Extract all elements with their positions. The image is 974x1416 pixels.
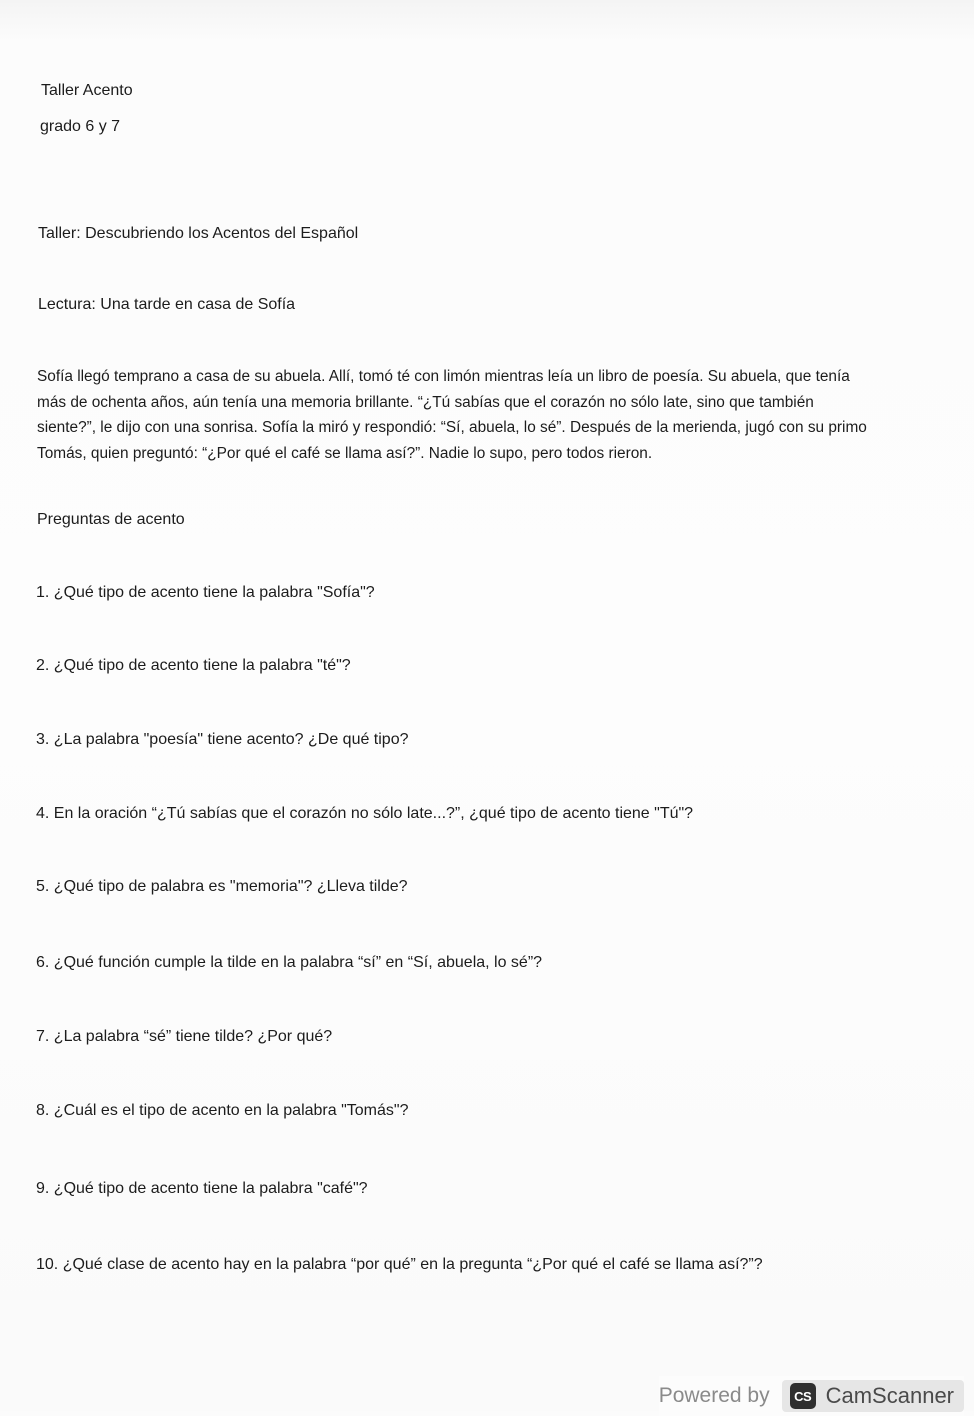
camscanner-brand: CamScanner bbox=[825, 1383, 954, 1408]
document-title: Taller Acento bbox=[41, 82, 133, 99]
question-item: 8. ¿Cuál es el tipo de acento en la palabra "Tomás"? bbox=[36, 1102, 409, 1119]
question-item: 3. ¿La palabra "poesía" tiene acento? ¿De qué tipo? bbox=[36, 731, 409, 748]
question-item: 5. ¿Qué tipo de palabra es "memoria"? ¿Lleva tilde? bbox=[36, 878, 408, 895]
question-item: 2. ¿Qué tipo de acento tiene la palabra "té"? bbox=[36, 657, 351, 674]
reading-title: Lectura: Una tarde en casa de Sofía bbox=[38, 296, 296, 313]
question-item: 9. ¿Qué tipo de acento tiene la palabra "café"? bbox=[36, 1180, 368, 1197]
grade-label: grado 6 y 7 bbox=[40, 118, 121, 135]
powered-by-label: Powered by bbox=[658, 1384, 770, 1407]
question-item: 6. ¿Qué función cumple la tilde en la palabra “sí” en “Sí, abuela, lo sé”? bbox=[36, 954, 543, 971]
question-item: 10. ¿Qué clase de acento hay en la palabra “por qué” en la pregunta “¿Por qué el café se llama así?”? bbox=[36, 1256, 763, 1273]
camscanner-logo-icon: CS bbox=[790, 1383, 816, 1409]
question-item: 7. ¿La palabra “sé” tiene tilde? ¿Por qué? bbox=[36, 1028, 333, 1045]
question-item: 4. En la oración “¿Tú sabías que el corazón no sólo late...?”, ¿qué tipo de acento tiene "Tú"? bbox=[36, 805, 694, 822]
camscanner-badge bbox=[782, 1380, 964, 1412]
reading-line: siente?”, le dijo con una sonrisa. Sofía la miró y respondió: “Sí, abuela, lo sé”. Después de la merienda, jugó con su primo bbox=[37, 419, 867, 436]
workshop-title: Taller: Descubriendo los Acentos del Español bbox=[38, 225, 359, 242]
camscanner-watermark bbox=[659, 1376, 964, 1416]
questions-heading: Preguntas de acento bbox=[37, 511, 185, 528]
reading-line: Tomás, quien preguntó: “¿Por qué el café se llama así?”. Nadie lo supo, pero todos rieron. bbox=[37, 444, 653, 462]
reading-line: más de ochenta años, aún tenía una memoria brillante. “¿Tú sabías que el corazón no sólo late, sino que también bbox=[37, 393, 814, 411]
reading-paragraph bbox=[37, 364, 962, 466]
reading-line: Sofía llegó temprano a casa de su abuela. Allí, tomó té con limón mientras leía un libro de poesía. Su abuela, que tenía bbox=[37, 368, 850, 385]
question-item: 1. ¿Qué tipo de acento tiene la palabra "Sofía"? bbox=[36, 584, 375, 601]
